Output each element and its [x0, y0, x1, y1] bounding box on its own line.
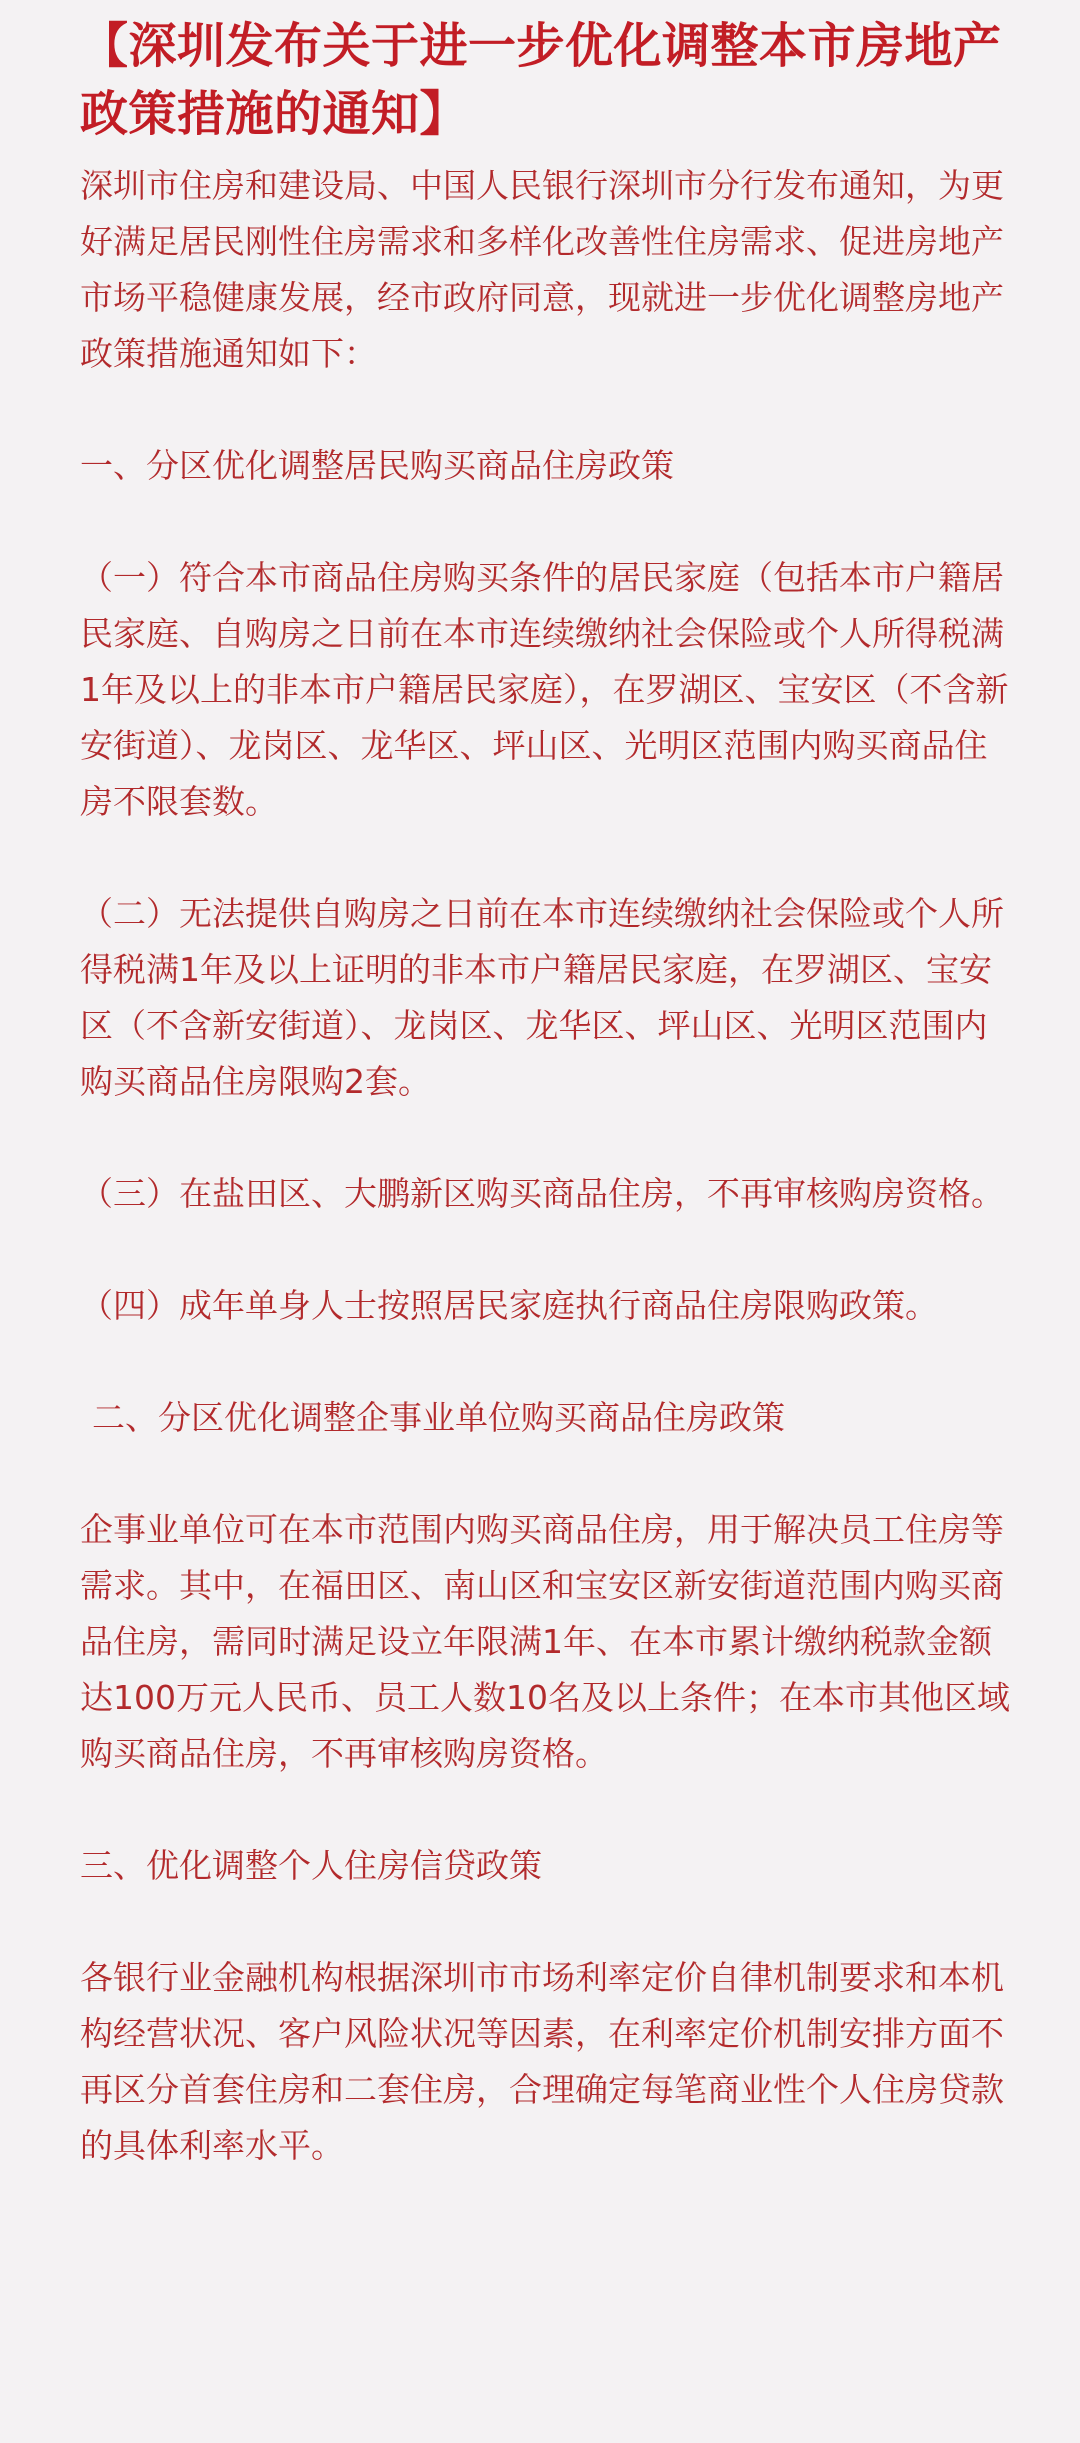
- intro-paragraph: 深圳市住房和建设局、中国人民银行深圳市分行发布通知，为更好满足居民刚性住房需求和多样化改善性住房需求、促进房地产市场平稳健康发展，经市政府同意，现就进一步优化调整房地产政策措施通知如下：: [80, 166, 1004, 373]
- section1-item-3: （三）在盐田区、大鹏新区购买商品住房，不再审核购房资格。: [80, 1174, 1004, 1213]
- section1-item-4: （四）成年单身人士按照居民家庭执行商品住房限购政策。: [80, 1286, 938, 1325]
- section3-body: 各银行业金融机构根据深圳市市场利率定价自律机制要求和本机构经营状况、客户风险状况等因素，在利率定价机制安排方面不再区分首套住房和二套住房，合理确定每笔商业性个人住房贷款的具体利率水平。: [80, 1958, 1004, 2165]
- section1-heading: 一、分区优化调整居民购买商品住房政策: [80, 446, 674, 485]
- section2-body: 企事业单位可在本市范围内购买商品住房，用于解决员工住房等需求。其中，在福田区、南山区和宝安区新安街道范围内购买商品住房，需同时满足设立年限满1年、在本市累计缴纳税款金额达100万元人民币、员工人数10名及以上条件；在本市其他区域购买商品住房，不再审核购房资格。: [80, 1510, 1010, 1773]
- section1-item-2: （二）无法提供自购房之日前在本市连续缴纳社会保险或个人所得税满1年及以上证明的非本市户籍居民家庭，在罗湖区、宝安区（不含新安街道）、龙岗区、龙华区、坪山区、光明区范围内购买商品住房限购2套。: [80, 894, 1004, 1101]
- notice-title: 【深圳发布关于进一步优化调整本市房地产政策措施的通知】: [80, 18, 1002, 142]
- section1-item-1: （一）符合本市商品住房购买条件的居民家庭（包括本市户籍居民家庭、自购房之日前在本市连续缴纳社会保险或个人所得税满1年及以上的非本市户籍居民家庭），在罗湖区、宝安区（不含新安街道）、龙岗区、龙华区、坪山区、光明区范围内购买商品住房不限套数。: [80, 558, 1009, 821]
- section2-heading: 二、分区优化调整企事业单位购买商品住房政策: [92, 1398, 785, 1437]
- section3-heading: 三、优化调整个人住房信贷政策: [80, 1846, 542, 1885]
